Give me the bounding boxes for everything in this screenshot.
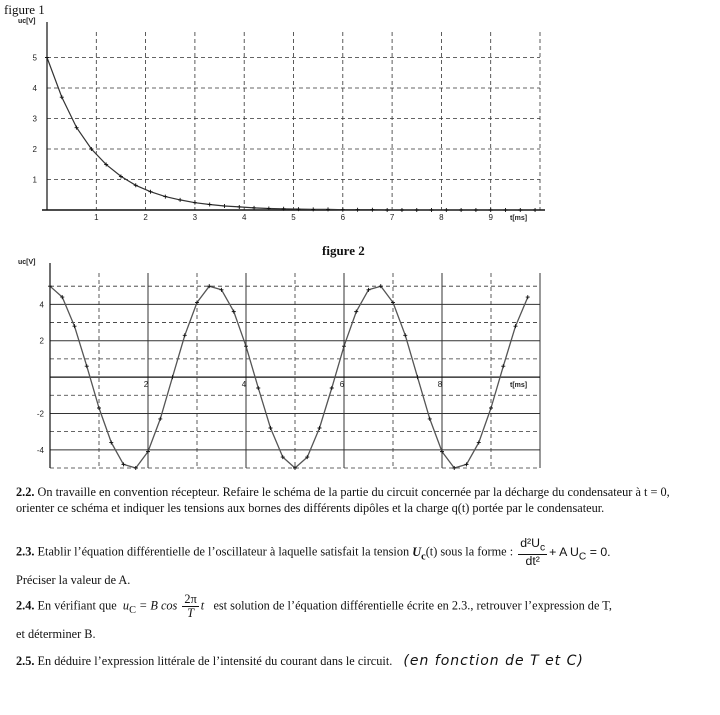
x-tick-label: 8	[437, 380, 443, 390]
x-tick-label: 4	[241, 380, 247, 390]
question-number: 2.5.	[16, 654, 35, 668]
data-point	[526, 295, 530, 299]
question-text-after: est solution de l’équation différentielle écrite en 2.3., retrouver l’expression de T,	[213, 598, 612, 613]
equation-term-sub: C	[578, 551, 587, 563]
equation-term: + A U	[549, 544, 579, 559]
y-tick-label: 4	[32, 84, 37, 93]
variable-subscript: c	[421, 551, 426, 563]
data-point	[318, 426, 322, 430]
y-tick-label: 3	[32, 114, 37, 124]
y-tick-label: 2	[32, 145, 37, 154]
handwritten-note: (en fonction de T et C)	[403, 653, 584, 669]
equation-numerator: d²U	[520, 536, 541, 550]
formula-t: t	[200, 598, 205, 613]
question-number: 2.4.	[16, 598, 35, 613]
data-point	[416, 375, 420, 379]
figure-2-grid	[50, 273, 540, 468]
data-point	[256, 386, 260, 390]
formula-u: u	[122, 598, 130, 613]
x-tick-label: 2	[143, 380, 149, 390]
x-axis-label: t[ms]	[510, 215, 528, 222]
formula-mid: = B cos	[138, 598, 178, 613]
y-tick-label: -4	[36, 445, 44, 455]
x-axis-label: t[ms]	[510, 382, 528, 390]
figure-2-caption: figure 2	[322, 243, 365, 258]
data-point	[158, 417, 162, 421]
x-tick-label: 2	[143, 213, 148, 222]
question-2-5	[16, 653, 706, 669]
y-axis-label: uc[V]	[18, 18, 36, 25]
x-tick-label: 9	[488, 213, 493, 222]
question-2-4b: et déterminer B.	[16, 627, 96, 641]
data-point	[501, 364, 505, 368]
x-tick-label: 1	[94, 213, 99, 222]
x-tick-label: 6	[340, 213, 346, 222]
x-tick-label: 6	[339, 380, 345, 390]
equation-numerator-sub: c	[540, 542, 546, 554]
fraction-denominator: T	[187, 606, 195, 620]
x-tick-label: 3	[192, 213, 198, 222]
data-point	[330, 386, 334, 390]
data-point	[183, 333, 187, 337]
equation-denominator: dt²	[525, 554, 540, 569]
x-tick-label: 5	[291, 213, 296, 222]
x-tick-label: 7	[389, 213, 395, 222]
question-text: En déduire l’expression littérale de l’intensité du courant dans le circuit.	[37, 654, 393, 668]
data-point	[73, 324, 77, 328]
question-2-4	[16, 593, 706, 620]
question-2-2	[16, 484, 706, 516]
data-point	[244, 344, 248, 348]
question-number: 2.3.	[16, 544, 35, 559]
data-point	[403, 333, 407, 337]
data-point	[428, 417, 432, 421]
fraction-numerator: 2π	[184, 592, 197, 606]
question-text: On travaille en convention récepteur. Refaire le schéma de la partie du circuit concernée par la décharge du condensateur à t = 0, orienter ce schéma et indiquer les tensions aux bornes des différents dipôles et la charge q(t) portée par le condensateur.	[16, 485, 670, 515]
y-axis-label: uc[V]	[18, 259, 36, 266]
question-text: Etablir l’équation différentielle de l’oscillateur à laquelle satisfait la tension	[37, 544, 410, 559]
data-point	[97, 406, 101, 410]
question-number: 2.2.	[16, 485, 35, 499]
data-point	[514, 324, 518, 328]
data-point	[85, 364, 89, 368]
y-tick-label: 5	[32, 53, 37, 63]
y-tick-label: -2	[36, 409, 44, 419]
x-tick-label: 4	[241, 213, 247, 222]
question-2-3b: Préciser la valeur de A.	[16, 573, 131, 587]
question-text: En vérifiant que	[37, 598, 117, 613]
data-point	[489, 406, 493, 410]
variable-uc: U	[412, 544, 422, 559]
y-tick-label: 2	[39, 336, 44, 346]
data-point	[342, 344, 346, 348]
question-2-3	[16, 537, 706, 568]
data-point	[269, 426, 273, 430]
equation-end: = 0.	[589, 544, 611, 559]
question-text-after: (t) sous la forme :	[425, 544, 514, 559]
y-tick-label: 1	[32, 175, 37, 185]
differential-equation	[518, 537, 547, 568]
x-tick-label: 8	[439, 213, 444, 222]
formula-fraction	[182, 593, 198, 620]
y-tick-label: 4	[39, 300, 44, 310]
data-point	[171, 375, 175, 379]
figure-1-caption: figure 1	[4, 2, 45, 17]
formula-sub: C	[129, 604, 136, 616]
